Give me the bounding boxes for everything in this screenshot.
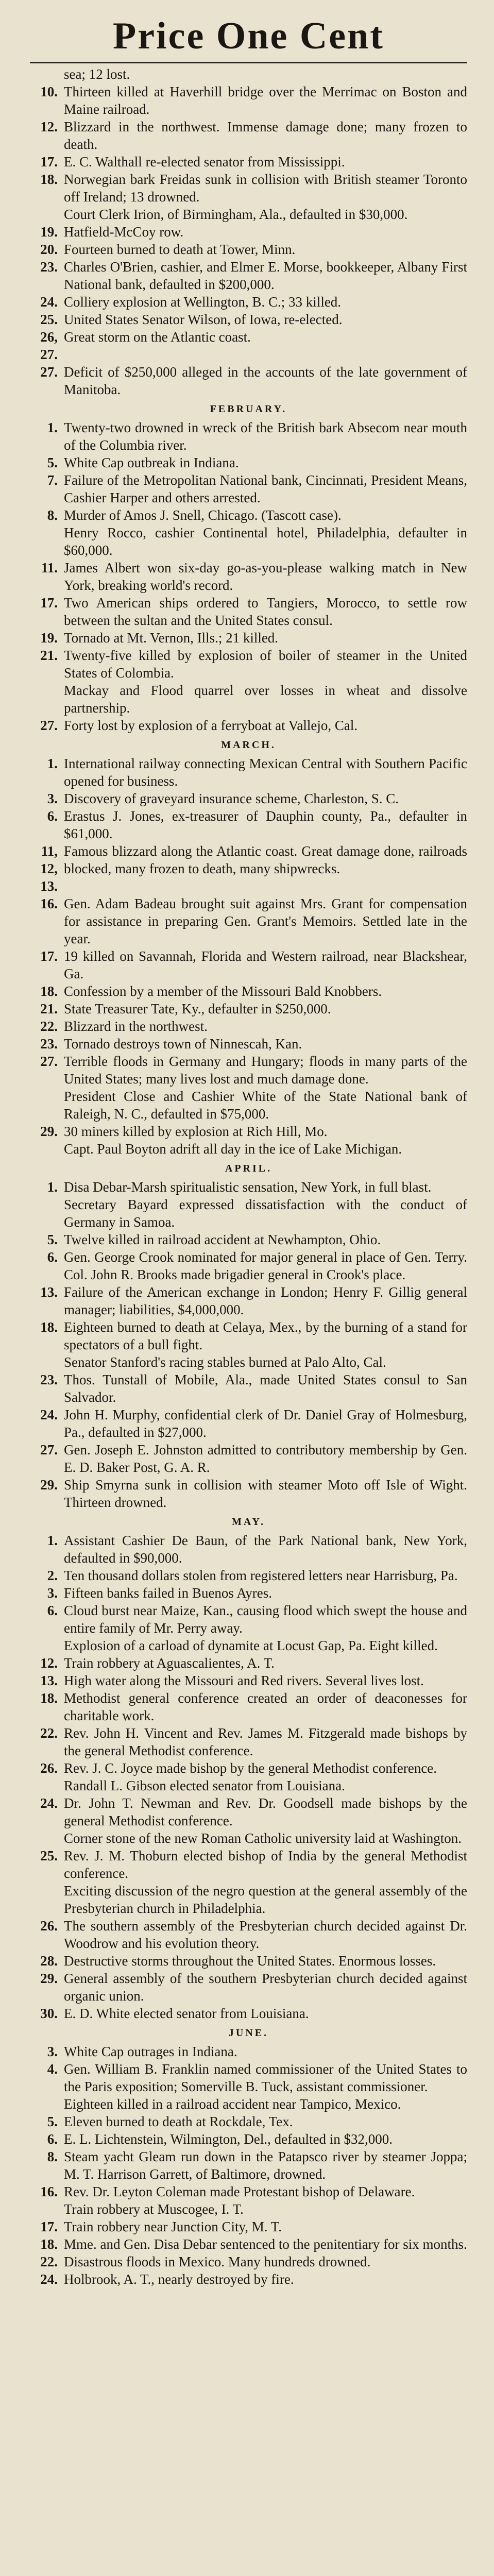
entry-text: Twenty-two drowned in wreck of the British bark Absecom near mouth of the Columbia river. [64, 420, 467, 453]
chronology-entry [30, 1602, 467, 1637]
entry-text: Failure of the American exchange in London; Henry F. Gillig general manager; liabilities, $4,000,000. [64, 1284, 467, 1317]
entry-text: Terrible floods in Germany and Hungary; floods in many parts of the United States; many lives lost and much damage done. [64, 1054, 467, 1087]
entry-text: Rev. Dr. Leyton Coleman made Protestant bishop of Delaware. [64, 2184, 415, 2199]
entry-day: 5. [47, 1232, 58, 1247]
entry-day: 18. [40, 2236, 58, 2252]
entry-day: 22. [40, 1019, 58, 1034]
entry-text: Exciting discussion of the negro question at the general assembly of the Presbyterian church in Philadelphia. [64, 1883, 467, 1916]
chronology-entry [30, 1018, 467, 1035]
entry-text: Mackay and Flood quarrel over losses in wheat and dissolve partnership. [64, 683, 467, 716]
entry-text: Forty lost by explosion of a ferryboat at Vallejo, Cal. [64, 718, 358, 733]
entry-text: Henry Rocco, cashier Continental hotel, Philadelphia, defaulter in $60,000. [64, 525, 467, 558]
entry-day: 19. [40, 224, 58, 240]
entry-text: Explosion of a carload of dynamite at Locust Gap, Pa. Eight killed. [64, 1638, 438, 1653]
entry-text: Rev. John H. Vincent and Rev. James M. Fitzgerald made bishops by the general Methodist conference. [64, 1725, 467, 1758]
chronology-entry [30, 1847, 467, 1882]
chronology-entry [30, 83, 467, 118]
chronology-entry [30, 2270, 467, 2288]
entry-day: 12. [40, 119, 58, 134]
chronology-entry [30, 1353, 467, 1371]
chronology-entry [30, 2183, 467, 2200]
chronology-entry [30, 1318, 467, 1353]
entry-text: Disa Debar-Marsh spiritualistic sensation, New York, in full blast. [64, 1179, 432, 1195]
chronology-entry [30, 790, 467, 807]
entry-day: 8. [47, 2149, 58, 2164]
entry-text: Gen. Joseph E. Johnston admitted to contributory membership by Gen. E. D. Baker Post, G. A. R. [64, 1442, 467, 1475]
chronology-entry [30, 118, 467, 153]
entry-day: 23. [40, 1372, 58, 1387]
entry-day: 6. [47, 1249, 58, 1265]
entry-text: 30 miners killed by explosion at Rich Hill, Mo. [64, 1124, 328, 1139]
entry-text: E. C. Walthall re-elected senator from Mississippi. [64, 154, 345, 170]
month-heading: MAY. [231, 1516, 266, 1528]
chronology-entry [30, 1970, 467, 2005]
chronology-entry [30, 1371, 467, 1406]
entry-text: Norwegian bark Freidas sunk in collision with British steamer Toronto off Ireland; 13 drowned. [64, 172, 467, 205]
chronology-entry [30, 1053, 467, 1088]
entry-text: The southern assembly of the Presbyterian church decided against Dr. Woodrow and his evolution theory. [64, 1918, 467, 1951]
entry-day: 26. [40, 1918, 58, 1934]
entry-day: 30. [40, 2006, 58, 2021]
entry-text: Eighteen killed in a railroad accident near Tampico, Mexico. [64, 2096, 401, 2112]
masthead-rule [30, 62, 467, 63]
entry-text: Gen. Adam Badeau brought suit against Mrs. Grant for compensation for assistance in preparing Gen. Grant's Memoirs. Settled late in the year. [64, 896, 467, 946]
chronology-entry [30, 2235, 467, 2253]
entry-day: 6. [47, 808, 58, 824]
chronology-entry [30, 206, 467, 223]
entry-day: 12. [40, 1655, 58, 1671]
chronology-entry [30, 2253, 467, 2270]
chronology-entry [30, 1000, 467, 1018]
chronology-entry [30, 1283, 467, 1318]
chronology-entry [30, 2148, 467, 2183]
entry-day: 18. [40, 1690, 58, 1706]
entry-text: Ship Smyrna sunk in collision with steamer Moto off Isle of Wight. Thirteen drowned. [64, 1477, 467, 1510]
entry-text: Assistant Cashier De Baun, of the Park National bank, New York, defaulted in $90,000. [64, 1533, 467, 1566]
entry-day: 3. [47, 791, 58, 806]
entry-day: 13. [40, 1673, 58, 1688]
entry-day: 29. [40, 1971, 58, 1986]
entry-text: James Albert won six-day go-as-you-please walking match in New York, breaking world's record. [64, 560, 467, 593]
chronology-entry [30, 717, 467, 734]
chronology-entry [30, 1567, 467, 1584]
entry-text: Eleven burned to death at Rockdale, Tex. [64, 2114, 293, 2129]
chronology-entry [30, 1689, 467, 1724]
entry-day: 17. [40, 948, 58, 964]
chronology-entry [30, 2043, 467, 2060]
chronology-entry [30, 682, 467, 717]
entry-day: 21. [40, 648, 58, 663]
entry-text: Hatfield-McCoy row. [64, 224, 184, 240]
entry-text: Tornado destroys town of Ninnescah, Kan. [64, 1036, 302, 1052]
entry-day: 24. [40, 2272, 58, 2287]
entry-text: Famous blizzard along the Atlantic coast. Great damage done, railroads blocked, many frozen to death, many shipwrecks. [64, 843, 467, 876]
chronology-entry [30, 1140, 467, 1158]
entry-day: 22. [40, 1725, 58, 1741]
month-heading: MARCH. [221, 739, 276, 751]
entry-day: 24. [40, 294, 58, 310]
entry-text: Senator Stanford's racing stables burned at Palo Alto, Cal. [64, 1354, 386, 1370]
entry-text: E. L. Lichtenstein, Wilmington, Del., defaulted in $32,000. [64, 2131, 393, 2147]
entry-day: 25. [40, 312, 58, 327]
chronology-entry [30, 594, 467, 629]
entry-day: 23. [40, 259, 58, 275]
entry-day: 3. [47, 2044, 58, 2059]
chronology-entry [30, 2095, 467, 2113]
entry-day: 29. [40, 1477, 58, 1493]
entry-text: International railway connecting Mexican Central with Southern Pacific opened for business. [64, 756, 467, 789]
entry-text: Holbrook, A. T., nearly destroyed by fire. [64, 2272, 294, 2287]
entry-day: 1. [47, 1533, 58, 1548]
entry-text: White Cap outrages in Indiana. [64, 2044, 237, 2059]
chronology-entry [30, 153, 467, 171]
entry-day: 10. [40, 84, 58, 99]
entry-day: 16. [40, 2184, 58, 2199]
entry-day: 13. [40, 1284, 58, 1300]
chronology-entry [30, 1035, 467, 1053]
chronology-entry [30, 982, 467, 1000]
entry-text: Confession by a member of the Missouri Bald Knobbers. [64, 984, 382, 999]
entry-day: 11. [41, 560, 58, 575]
entry-text: Train robbery at Aguascalientes, A. T. [64, 1655, 275, 1671]
entry-text: Corner stone of the new Roman Catholic university laid at Washington. [64, 1831, 462, 1846]
chronology-entry [30, 947, 467, 982]
chronology-entry [30, 1759, 467, 1777]
entry-day: 5. [47, 2114, 58, 2129]
chronology-entry [30, 223, 467, 241]
chronology-entry [30, 1882, 467, 1917]
chronology-entry [30, 1777, 467, 1794]
entry-day: 8. [47, 507, 58, 523]
entry-text: Blizzard in the northwest. Immense damage done; many frozen to death. [64, 119, 467, 152]
entry-day: 23. [40, 1036, 58, 1052]
chronology-entry [30, 1584, 467, 1602]
entry-text: Blizzard in the northwest. [64, 1019, 208, 1034]
chronology-entry [30, 1952, 467, 1970]
entry-text: White Cap outbreak in Indiana. [64, 455, 239, 470]
entry-day: 6. [47, 2131, 58, 2147]
chronology-entry [30, 2200, 467, 2218]
entry-text: Gen. George Crook nominated for major general in place of Gen. Terry. Col. John R. Brooks made brigadier general in Crook's place. [64, 1249, 467, 1282]
chronology-column [30, 65, 467, 2288]
entry-text: Erastus J. Jones, ex-treasurer of Dauphin county, Pa., defaulter in $61,000. [64, 808, 467, 841]
chronology-entry [30, 363, 467, 398]
entry-text: Rev. J. C. Joyce made bishop by the general Methodist conference. [64, 1760, 437, 1776]
entry-text: Twelve killed in railroad accident at Newhampton, Ohio. [64, 1232, 381, 1247]
chronology-entry [30, 1196, 467, 1231]
month-heading: FEBRUARY. [210, 403, 287, 415]
entry-text: Thos. Tunstall of Mobile, Ala., made United States consul to San Salvador. [64, 1372, 467, 1405]
entry-day: 18. [40, 1319, 58, 1335]
entry-text: High water along the Missouri and Red rivers. Several lives lost. [64, 1673, 424, 1688]
entry-text: President Close and Cashier White of the State National bank of Raleigh, N. C., defaulted in $75,000. [64, 1089, 467, 1122]
chronology-entry [30, 2218, 467, 2235]
chronology-entry [30, 1532, 467, 1567]
entry-day: 1. [47, 1179, 58, 1195]
entry-day: 26, 27. [40, 329, 58, 362]
entry-day: 4. [47, 2061, 58, 2077]
entry-day: 3. [47, 1585, 58, 1601]
entry-text: United States Senator Wilson, of Iowa, re-elected. [64, 312, 343, 327]
entry-text: Tornado at Mt. Vernon, Ills.; 21 killed. [64, 630, 279, 646]
chronology-entry [30, 755, 467, 790]
entry-day: 18. [40, 172, 58, 187]
entry-day: 21. [40, 1001, 58, 1016]
entry-text: Failure of the Metropolitan National bank, Cincinnati, President Means, Cashier Harper and others arrested. [64, 472, 467, 505]
entry-text: Fifteen banks failed in Buenos Ayres. [64, 1585, 272, 1601]
entry-day: 27. [40, 1442, 58, 1458]
chronology-entry [30, 1406, 467, 1441]
chronology-entry [30, 1829, 467, 1847]
month-heading: APRIL. [225, 1163, 272, 1174]
entry-text: Train robbery near Junction City, M. T. [64, 2219, 282, 2234]
entry-text: Secretary Bayard expressed dissatisfaction with the conduct of Germany in Samoa. [64, 1197, 467, 1230]
entry-day: 11, 12, 13. [40, 843, 58, 894]
chronology-entry [30, 2005, 467, 2022]
entry-text: Capt. Paul Boyton adrift all day in the ice of Lake Michigan. [64, 1141, 402, 1157]
entry-day: 25. [40, 1848, 58, 1863]
chronology-entry [30, 311, 467, 328]
entry-text: Disastrous floods in Mexico. Many hundreds drowned. [64, 2254, 371, 2269]
entry-text: State Treasurer Tate, Ky., defaulter in $250,000. [64, 1001, 331, 1016]
chronology-entry [30, 1231, 467, 1248]
chronology-entry [30, 1441, 467, 1476]
entry-text: Randall L. Gibson elected senator from Louisiana. [64, 1778, 345, 1793]
chronology-entry [30, 1672, 467, 1689]
entry-text: Methodist general conference created an order of deaconesses for charitable work. [64, 1690, 467, 1723]
entry-day: 7. [47, 472, 58, 488]
entry-day: 17. [40, 154, 58, 170]
chronology-entry [30, 1654, 467, 1672]
chronology-entry [30, 419, 467, 454]
entry-text: Court Clerk Irion, of Birmingham, Ala., defaulted in $30,000. [64, 207, 408, 222]
entry-text: Great storm on the Atlantic coast. [64, 329, 251, 345]
entry-text: Colliery explosion at Wellington, B. C.; 33 killed. [64, 294, 342, 310]
entry-text: 19 killed on Savannah, Florida and Western railroad, near Blackshear, Ga. [64, 948, 467, 981]
chronology-entry [30, 807, 467, 842]
entry-text: Dr. John T. Newman and Rev. Dr. Goodsell made bishops by the general Methodist conference. [64, 1795, 467, 1828]
chronology-entry [30, 895, 467, 947]
entry-day: 28. [40, 1953, 58, 1969]
entry-text: Discovery of graveyard insurance scheme, Charleston, S. C. [64, 791, 399, 806]
entry-text: Eighteen burned to death at Celaya, Mex., by the burning of a stand for spectators of a bull fight. [64, 1319, 467, 1352]
entry-day: 16. [40, 896, 58, 911]
chronology-entry [30, 1123, 467, 1140]
chronology-entry [30, 1724, 467, 1759]
entry-day: 24. [40, 1795, 58, 1811]
entry-text: General assembly of the southern Presbyterian church decided against organic union. [64, 1971, 467, 2004]
entry-text: Twenty-five killed by explosion of boiler of steamer in the United States of Colombia. [64, 648, 467, 681]
entry-text: Train robbery at Muscogee, I. T. [64, 2201, 244, 2217]
entry-day: 22. [40, 2254, 58, 2269]
chronology-entry [30, 506, 467, 524]
entry-day: 18. [40, 984, 58, 999]
chronology-entry [30, 629, 467, 647]
entry-text: Cloud burst near Maize, Kan., causing flood which swept the house and entire family of Mr. Perry away. [64, 1603, 467, 1636]
entry-text: Destructive storms throughout the United States. Enormous losses. [64, 1953, 436, 1969]
chronology-entry [30, 454, 467, 471]
entry-text: Fourteen burned to death at Tower, Minn. [64, 242, 296, 257]
chronology-entry [30, 328, 467, 363]
chronology-entry [30, 842, 467, 895]
entry-text: Thirteen killed at Haverhill bridge over the Merrimac on Boston and Maine railroad. [64, 84, 467, 117]
entry-text: Two American ships ordered to Tangiers, Morocco, to settle row between the sultan and the United States consul. [64, 595, 467, 628]
entry-text: Deficit of $250,000 alleged in the accounts of the late government of Manitoba. [64, 364, 467, 397]
chronology-entry [30, 524, 467, 559]
entry-day: 2. [47, 1568, 58, 1583]
entry-day: 19. [40, 630, 58, 646]
entry-day: 27. [40, 718, 58, 733]
entry-text: Gen. William B. Franklin named commissioner of the United States to the Paris exposition; Somerville B. Tuck, assistant commissioner. [64, 2061, 467, 2094]
chronology-entry [30, 1794, 467, 1829]
chronology-entry [30, 293, 467, 311]
masthead-title: Price One Cent [113, 15, 384, 57]
entry-text: sea; 12 lost. [64, 66, 130, 82]
entry-day: 1. [47, 420, 58, 435]
chronology-entry [30, 647, 467, 682]
chronology-entry [30, 1248, 467, 1283]
chronology-entry [30, 2060, 467, 2095]
entry-day: 5. [47, 455, 58, 470]
chronology-entry [30, 2113, 467, 2130]
entry-day: 27. [40, 364, 58, 380]
entry-text: John H. Murphy, confidential clerk of Dr. Daniel Gray of Holmesburg, Pa., defaulted in $27,000. [64, 1407, 467, 1440]
entry-text: Ten thousand dollars stolen from registered letters near Harrisburg, Pa. [64, 1568, 458, 1583]
entry-day: 29. [40, 1124, 58, 1139]
entry-text: Steam yacht Gleam run down in the Patapsco river by steamer Joppa; M. T. Harrison Garrett, of Baltimore, drowned. [64, 2149, 467, 2182]
entry-day: 1. [47, 756, 58, 771]
entry-day: 6. [47, 1603, 58, 1618]
chronology-entry [30, 1178, 467, 1196]
entry-day: 17. [40, 2219, 58, 2234]
entry-text: Mme. and Gen. Disa Debar sentenced to the penitentiary for six months. [64, 2236, 467, 2252]
entry-text: Rev. J. M. Thoburn elected bishop of India by the general Methodist conference. [64, 1848, 467, 1881]
entry-text: E. D. White elected senator from Louisiana. [64, 2006, 309, 2021]
chronology-entry [30, 241, 467, 258]
chronology-entry [30, 471, 467, 506]
entry-day: 20. [40, 242, 58, 257]
entry-day: 17. [40, 595, 58, 611]
entry-day: 24. [40, 1407, 58, 1422]
chronology-entry [30, 559, 467, 594]
chronology-entry [30, 171, 467, 206]
entry-text: Charles O'Brien, cashier, and Elmer E. Morse, bookkeeper, Albany First National bank, defaulted in $200,000. [64, 259, 467, 292]
entry-day: 26. [40, 1760, 58, 1776]
month-heading: JUNE. [228, 2027, 269, 2039]
chronology-entry [30, 1637, 467, 1654]
chronology-entry [30, 1476, 467, 1511]
chronology-entry [30, 2130, 467, 2148]
chronology-entry [30, 1088, 467, 1123]
chronology-entry [30, 258, 467, 293]
chronology-entry [30, 65, 467, 83]
chronology-entry [30, 1917, 467, 1952]
entry-text: Murder of Amos J. Snell, Chicago. (Tascott case). [64, 507, 342, 523]
entry-day: 27. [40, 1054, 58, 1069]
